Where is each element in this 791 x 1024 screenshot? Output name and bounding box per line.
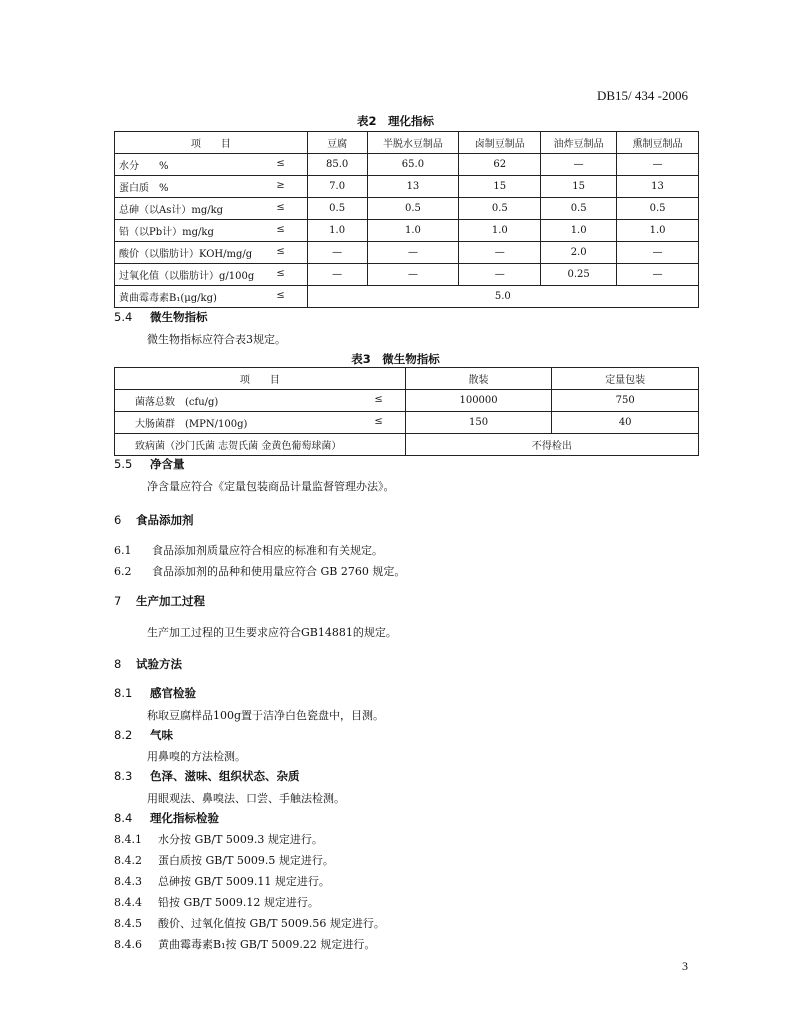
table-cell: 62 (459, 154, 541, 176)
section-8-4-6: 8.4.6 黄曲霉毒素B₁按 GB/T 5009.22 规定进行。 (114, 938, 376, 951)
table-cell: — (541, 154, 617, 176)
table-row (115, 154, 699, 176)
table-cell: 0.5 (541, 198, 617, 220)
row-item: 大肠菌群 (MPN/100g) ≤ (115, 412, 406, 434)
table-row (115, 198, 699, 220)
table-cell: 7.0 (307, 176, 367, 198)
document-number: DB15/ 434 -2006 (597, 88, 688, 103)
table-cell: — (617, 154, 699, 176)
table3-caption: 表3 微生物指标 (351, 352, 440, 366)
table-cell: 2.0 (541, 242, 617, 264)
table-cell: 0.25 (541, 264, 617, 286)
table-row (115, 286, 699, 308)
table3-header-bulk: 散装 (405, 368, 552, 390)
table-cell: 85.0 (307, 154, 367, 176)
table-cell: 15 (459, 176, 541, 198)
section-7-text: 生产加工过程的卫生要求应符合GB14881的规定。 (147, 626, 397, 639)
row-item: 蛋白质 % ≥ (115, 176, 308, 198)
section-6-1: 6.1 食品添加剂质量应符合相应的标准和有关规定。 (114, 544, 383, 557)
table-cell: — (307, 264, 367, 286)
section-8-4-4: 8.4.4 铅按 GB/T 5009.12 规定进行。 (114, 896, 319, 909)
page-number: 3 (682, 959, 688, 973)
table-cell: 1.0 (617, 220, 699, 242)
table-cell: 15 (541, 176, 617, 198)
table-cell: 1.0 (459, 220, 541, 242)
row-item: 菌落总数 (cfu/g) ≤ (115, 390, 406, 412)
table-cell: — (459, 264, 541, 286)
table-cell-merged: 5.0 (307, 286, 698, 308)
table-cell: — (617, 242, 699, 264)
section-8-2-text: 用鼻嗅的方法检测。 (147, 750, 246, 763)
table2-header-fried: 油炸豆制品 (541, 132, 617, 154)
table2-header-smoked: 熏制豆制品 (617, 132, 699, 154)
section-8-4-5: 8.4.5 酸价、过氧化值按 GB/T 5009.56 规定进行。 (114, 917, 385, 930)
table3-header-row (115, 368, 699, 390)
table-cell: 150 (405, 412, 552, 434)
table-cell: 1.0 (367, 220, 459, 242)
table3-header-prepackaged: 定量包装 (552, 368, 699, 390)
section-8-3-heading: 8.3 色泽、滋味、组织状态、杂质 (114, 769, 300, 783)
table-cell: — (367, 264, 459, 286)
table-cell: 65.0 (367, 154, 459, 176)
table-cell: 0.5 (617, 198, 699, 220)
table2-header-semi-dehydrated: 半脱水豆制品 (367, 132, 459, 154)
table-cell: 1.0 (307, 220, 367, 242)
table-cell: — (617, 264, 699, 286)
table-row (115, 264, 699, 286)
table-row (115, 390, 699, 412)
row-item: 水分 % ≤ (115, 154, 308, 176)
section-5-4-text: 微生物指标应符合表3规定。 (147, 333, 286, 346)
table2-caption: 表2 理化指标 (356, 114, 434, 128)
section-7-heading: 7 生产加工过程 (114, 594, 205, 608)
table3-header-item: 项 目 (115, 368, 406, 390)
section-8-4-heading: 8.4 理化指标检验 (114, 811, 219, 825)
table2-physicochemical (114, 131, 699, 308)
table2-header-row (115, 132, 699, 154)
section-5-4-heading: 5.4 微生物指标 (114, 310, 208, 324)
table-cell: 0.5 (459, 198, 541, 220)
section-8-1-text: 称取豆腐样品100g置于洁净白色瓷盘中，目测。 (147, 709, 385, 722)
row-item: 铅（以Pb计）mg/kg ≤ (115, 220, 308, 242)
row-item: 过氧化值（以脂肪计）g/100g ≤ (115, 264, 308, 286)
table-row (115, 434, 699, 456)
table-cell: 750 (552, 390, 699, 412)
table-cell: 100000 (405, 390, 552, 412)
section-8-4-2: 8.4.2 蛋白质按 GB/T 5009.5 规定进行。 (114, 854, 334, 867)
table-cell-merged: 不得检出 (405, 434, 698, 456)
table-cell: 1.0 (541, 220, 617, 242)
row-item: 总砷（以As计）mg/kg ≤ (115, 198, 308, 220)
section-8-3-text: 用眼观法、鼻嗅法、口尝、手触法检测。 (147, 792, 345, 805)
table-cell: 0.5 (367, 198, 459, 220)
table-cell: 13 (617, 176, 699, 198)
table-cell: — (307, 242, 367, 264)
section-8-heading: 8 试验方法 (114, 657, 182, 671)
table-cell: — (459, 242, 541, 264)
table-row (115, 412, 699, 434)
table-cell: — (367, 242, 459, 264)
section-5-5-text: 净含量应符合《定量包装商品计量监督管理办法》。 (147, 480, 395, 493)
section-6-heading: 6 食品添加剂 (114, 513, 194, 527)
table-row (115, 242, 699, 264)
section-8-4-3: 8.4.3 总砷按 GB/T 5009.11 规定进行。 (114, 875, 330, 888)
row-item: 黄曲霉毒素B₁(μg/kg) ≤ (115, 286, 308, 308)
table-row (115, 176, 699, 198)
section-8-1-heading: 8.1 感官检验 (114, 686, 196, 700)
table-cell: 13 (367, 176, 459, 198)
section-8-4-1: 8.4.1 水分按 GB/T 5009.3 规定进行。 (114, 833, 323, 846)
table-cell: 0.5 (307, 198, 367, 220)
table-row (115, 220, 699, 242)
section-8-2-heading: 8.2 气味 (114, 728, 173, 742)
table2-header-marinated: 卤制豆制品 (459, 132, 541, 154)
table2-header-item: 项 目 (115, 132, 308, 154)
section-6-2: 6.2 食品添加剂的品种和使用量应符合 GB 2760 规定。 (114, 565, 406, 578)
row-item: 酸价（以脂肪计）KOH/mg/g ≤ (115, 242, 308, 264)
table2-header-tofu: 豆腐 (307, 132, 367, 154)
row-item: 致病菌（沙门氏菌 志贺氏菌 金黄色葡萄球菌） (115, 434, 406, 456)
table3-microbial (114, 367, 699, 456)
section-5-5-heading: 5.5 净含量 (114, 457, 185, 471)
table-cell: 40 (552, 412, 699, 434)
